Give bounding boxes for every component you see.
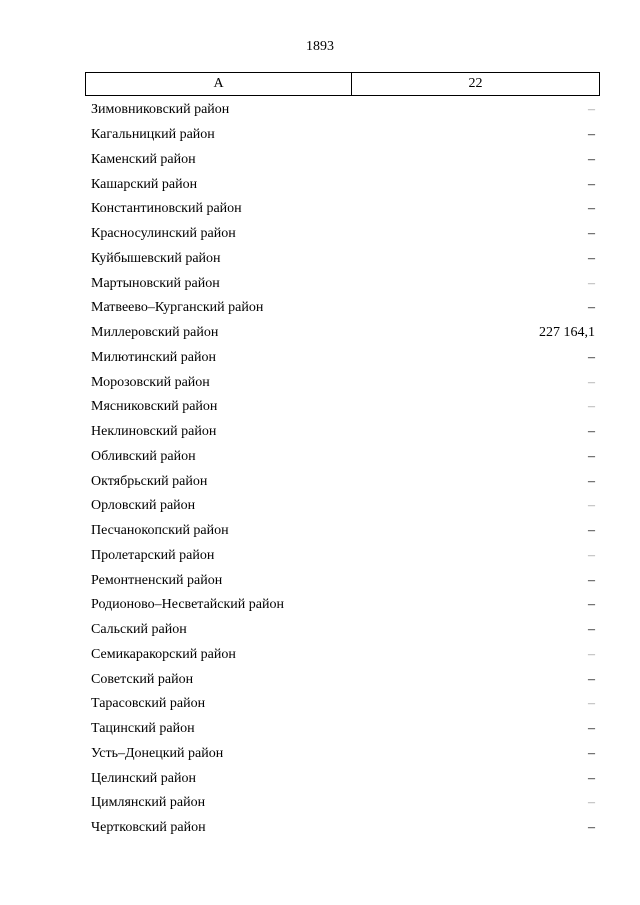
row-district-name: Обливский район: [91, 448, 196, 464]
row-district-name: Цимлянский район: [91, 795, 206, 811]
row-district-name: Мартыновский район: [91, 275, 220, 291]
table-row: [91, 172, 595, 197]
row-value: –: [588, 374, 595, 390]
table-row: [91, 420, 595, 445]
table-row: [91, 816, 595, 841]
table-row: [91, 692, 595, 717]
row-value: –: [588, 646, 595, 662]
table-row: [91, 148, 595, 173]
row-value: 227 164,1: [539, 325, 595, 341]
row-district-name: Ремонтненский район: [91, 572, 223, 588]
table-row: [91, 395, 595, 420]
row-district-name: Кагальницкий район: [91, 127, 215, 143]
table-row: [91, 766, 595, 791]
page-number: 1893: [306, 39, 334, 54]
row-value: –: [588, 151, 595, 167]
row-district-name: Константиновский район: [91, 201, 242, 217]
row-value: –: [588, 721, 595, 737]
row-district-name: Миллеровский район: [91, 325, 219, 341]
table-body: [91, 98, 595, 841]
table-row: [91, 469, 595, 494]
row-value: –: [588, 795, 595, 811]
row-value: –: [588, 770, 595, 786]
row-district-name: Родионово–Несветайский район: [91, 597, 284, 613]
row-district-name: Тацинский район: [91, 721, 195, 737]
row-value: –: [588, 300, 595, 316]
row-district-name: Сальский район: [91, 622, 187, 638]
table-row: [91, 643, 595, 668]
row-district-name: Целинский район: [91, 770, 196, 786]
header-cell-column-a: А: [86, 73, 352, 95]
table-row: [91, 717, 595, 742]
row-value: –: [588, 671, 595, 687]
row-value: –: [588, 201, 595, 217]
row-district-name: Красносулинский район: [91, 226, 236, 242]
table-row: [91, 618, 595, 643]
table-row: [91, 123, 595, 148]
table-row: [91, 296, 595, 321]
row-district-name: Усть–Донецкий район: [91, 745, 224, 761]
row-district-name: Орловский район: [91, 498, 196, 514]
row-value: –: [588, 176, 595, 192]
row-district-name: Каменский район: [91, 151, 196, 167]
table-row: [91, 271, 595, 296]
row-value: –: [588, 498, 595, 514]
row-value: –: [588, 399, 595, 415]
row-district-name: Песчанокопский район: [91, 523, 229, 539]
table-row: [91, 494, 595, 519]
row-district-name: Тарасовский район: [91, 696, 206, 712]
row-value: –: [588, 250, 595, 266]
row-district-name: Советский район: [91, 671, 194, 687]
row-value: –: [588, 745, 595, 761]
table-row: [91, 667, 595, 692]
table-row: [91, 247, 595, 272]
row-value: –: [588, 597, 595, 613]
table-row: [91, 197, 595, 222]
row-value: –: [588, 572, 595, 588]
row-value: –: [588, 547, 595, 563]
table-row: [91, 544, 595, 569]
row-value: –: [588, 473, 595, 489]
row-district-name: Неклиновский район: [91, 424, 217, 440]
table-row: [91, 98, 595, 123]
table-row: [91, 742, 595, 767]
row-district-name: Зимовниковский район: [91, 102, 230, 118]
table-row: [91, 370, 595, 395]
table-row: [91, 791, 595, 816]
row-district-name: Матвеево–Курганский район: [91, 300, 264, 316]
row-value: –: [588, 622, 595, 638]
table-row: [91, 346, 595, 371]
table-row: [91, 321, 595, 346]
row-value: –: [588, 127, 595, 143]
row-district-name: Октябрьский район: [91, 473, 208, 489]
row-value: –: [588, 102, 595, 118]
table-row: [91, 568, 595, 593]
row-value: –: [588, 424, 595, 440]
row-value: –: [588, 349, 595, 365]
table-row: [91, 222, 595, 247]
row-district-name: Морозовский район: [91, 374, 210, 390]
table-row: [91, 519, 595, 544]
row-value: –: [588, 696, 595, 712]
row-district-name: Куйбышевский район: [91, 250, 221, 266]
table-row: [91, 445, 595, 470]
row-district-name: Семикаракорский район: [91, 646, 236, 662]
row-district-name: Кашарский район: [91, 176, 198, 192]
row-value: –: [588, 820, 595, 836]
row-district-name: Мясниковский район: [91, 399, 218, 415]
header-cell-column-22: 22: [468, 76, 483, 91]
row-district-name: Пролетарский район: [91, 547, 215, 563]
row-value: –: [588, 448, 595, 464]
row-value: –: [588, 226, 595, 242]
table-row: [91, 593, 595, 618]
table-header: [85, 72, 600, 96]
row-value: –: [588, 523, 595, 539]
row-value: –: [588, 275, 595, 291]
row-district-name: Чертковский район: [91, 820, 206, 836]
row-district-name: Милютинский район: [91, 349, 217, 365]
